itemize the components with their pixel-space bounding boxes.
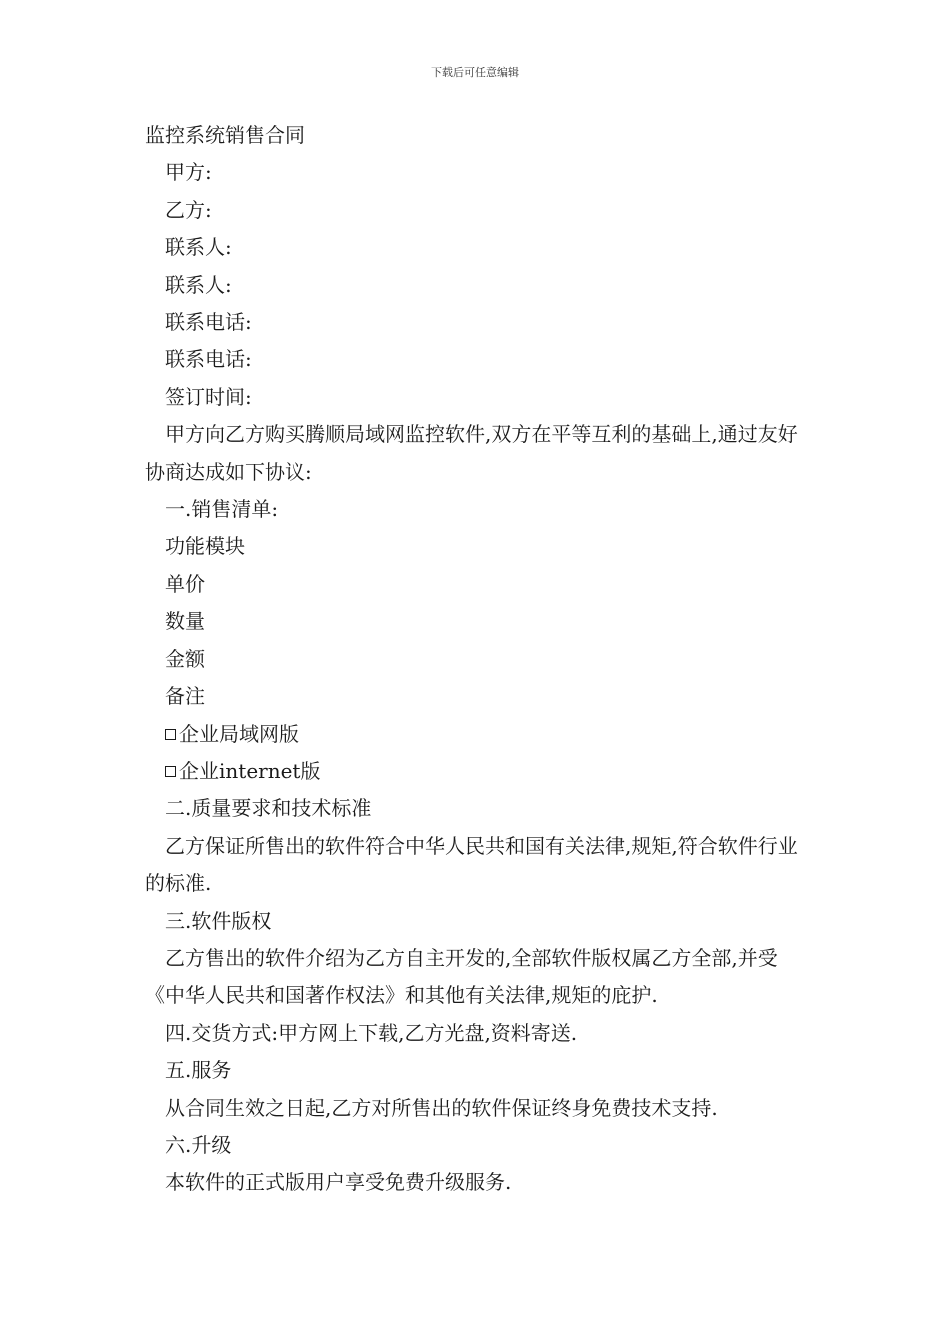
section-5-text: 从合同生效之日起,乙方对所售出的软件保证终身免费技术支持. bbox=[165, 1095, 718, 1120]
section-4-text: 四.交货方式:甲方网上下载,乙方光盘,资料寄送. bbox=[165, 1020, 578, 1045]
document-title: 监控系统销售合同 bbox=[145, 123, 305, 147]
phone-line-1: 联系电话: bbox=[165, 310, 252, 335]
list-item bbox=[145, 753, 811, 790]
contact-line-2: 联系人: bbox=[165, 272, 232, 297]
page-header-note: 下载后可任意编辑 bbox=[431, 66, 519, 79]
checkbox-icon bbox=[165, 729, 176, 740]
party-b-line: 乙方: bbox=[165, 197, 212, 222]
contact-line-1: 联系人: bbox=[165, 235, 232, 260]
column-amount: 金额 bbox=[165, 646, 205, 671]
section-2-heading: 二.质量要求和技术标准 bbox=[165, 796, 372, 821]
section-2-text: 乙方保证所售出的软件符合中华人民共和国有关法律,规矩,符合软件行业的标准. bbox=[145, 833, 798, 896]
section-1-heading: 一.销售清单: bbox=[165, 497, 279, 522]
column-remarks: 备注 bbox=[165, 684, 205, 709]
phone-line-2: 联系电话: bbox=[165, 347, 252, 372]
checkbox-icon bbox=[165, 766, 176, 777]
document-body bbox=[145, 117, 811, 1202]
column-function-module: 功能模块 bbox=[165, 534, 245, 559]
party-a-line: 甲方: bbox=[165, 160, 212, 185]
list-item bbox=[145, 716, 811, 753]
item-internet-edition: 企业internet版 bbox=[179, 758, 321, 783]
section-3-text: 乙方售出的软件介绍为乙方自主开发的,全部软件版权属乙方全部,并受《中华人民共和国著作权法》和其他有关法律,规矩的庇护. bbox=[145, 945, 778, 1008]
column-unit-price: 单价 bbox=[165, 571, 205, 596]
column-quantity: 数量 bbox=[165, 609, 205, 634]
section-6-heading: 六.升级 bbox=[165, 1132, 232, 1157]
section-5-heading: 五.服务 bbox=[165, 1058, 232, 1083]
intro-paragraph: 甲方向乙方购买腾顺局域网监控软件,双方在平等互利的基础上,通过友好协商达成如下协议: bbox=[145, 422, 798, 484]
section-3-heading: 三.软件版权 bbox=[165, 908, 272, 933]
sign-date-line: 签订时间: bbox=[165, 384, 252, 409]
item-lan-edition: 企业局域网版 bbox=[179, 721, 299, 746]
section-6-text: 本软件的正式版用户享受免费升级服务. bbox=[165, 1170, 512, 1195]
